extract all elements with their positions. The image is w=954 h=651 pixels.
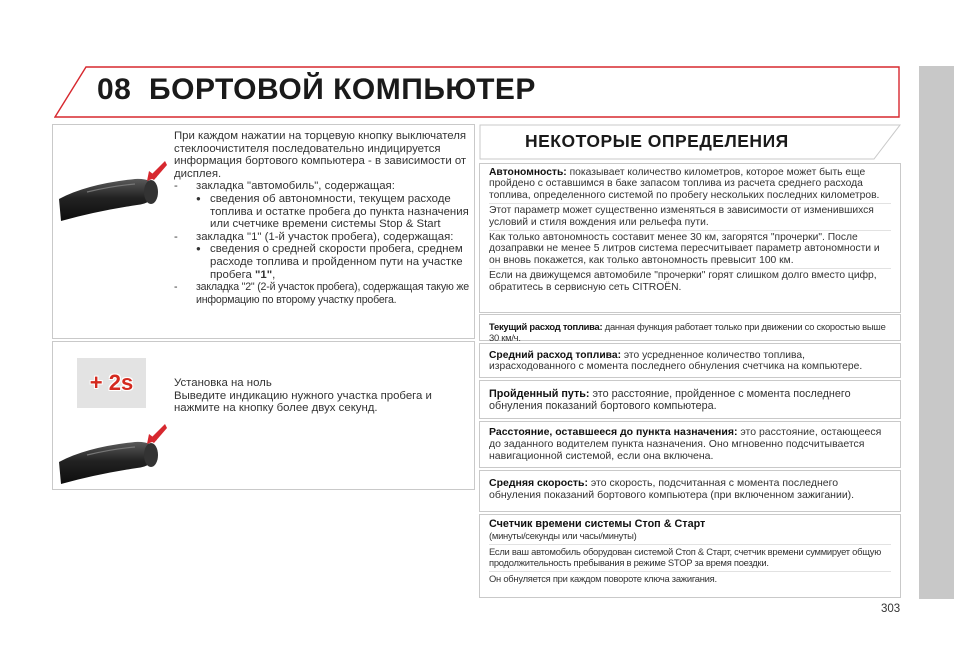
autonomy-paragraph [489,167,891,201]
badge-text: + 2s [89,370,134,395]
distance-term: Пройденный путь: [489,388,590,400]
definition-remaining-distance [479,421,901,468]
intro-paragraph: При каждом нажатии на торцевую кнопку выключателя стеклоочистителя последовательно индицируется информация бортового компьютера - в зависимости от дисплея. [174,130,467,180]
stop-start-title-text: Счетчик времени системы Стоп & Старт [489,518,706,530]
chapter-heading [97,73,536,107]
current-term: Текущий расход топлива: [489,321,603,332]
autonomy-note-2: Как только автономность составит менее 30 км, загорятся "прочерки". После дозаправки не менее 5 литров система пересчитывает параметр автономности и он вновь покажется, как только автономность превысит 100 км. [489,230,891,266]
chapter-number: 08 [97,73,132,106]
definition-autonomy [479,163,901,313]
definitions-heading [479,124,901,160]
average-def: это усредненное количество топлива, израсходованного с момента последнего обнуления счетчика на компьютере. [489,350,863,373]
definition-average-speed [479,470,901,512]
sub-item-trip1-end: , [272,268,276,281]
distance-paragraph [489,388,891,412]
speed-def: это скорость, подсчитанная с момента последнего обнуления показаний бортового компьютера (при включенном зажигании). [489,477,855,502]
chapter-header [54,66,900,118]
sub-item-trip1-text: сведения о средней скорости пробега, среднем расходе топлива и пройденном пути на участке пробега [210,243,463,281]
side-tab-strip [919,66,954,599]
definition-average-consumption [479,343,901,378]
average-paragraph [489,350,891,373]
stop-start-p2: Он обнуляется при каждом повороте ключа зажигания. [489,571,891,584]
definition-distance [479,380,901,419]
speed-paragraph [489,477,891,502]
autonomy-note-1: Этот параметр может существенно изменяться в зависимости от изменившихся условий и стиля вождения или рельефа пути. [489,203,891,228]
wiper-stalk-illustration [57,159,169,221]
reset-text [174,377,474,415]
list-item-trip2-tab: - закладка "2" (2-й участок пробега), содержащая такую же информацию по второму участку пробега. [174,281,474,306]
reset-instruction: Выведите индикацию нужного участка пробега и нажмите на кнопку более двух секунд. [174,389,432,415]
wiper-switch-info-box [52,124,475,339]
autonomy-note-3: Если на движущемся автомобиле "прочерки" горят слишком долго вместо цифр, обратитесь в сервисную сеть CITROËN. [489,268,891,293]
sub-item-autonomy-info: ● сведения об автономности, текущем расходе топлива и остатке пробега до пункта назначения или счетчике времени системы Stop & Start [174,193,474,231]
distance-def: это расстояние, пройденное с момента последнего обнуления показаний бортового компьютера. [489,388,851,412]
stop-start-units: (минуты/секунды или часы/минуты) [489,530,637,542]
definition-current-consumption [479,314,901,344]
current-paragraph [489,321,891,344]
sub-item-trip1-bold: "1" [254,268,273,281]
remaining-paragraph [489,426,891,463]
wiper-stalk-illustration [57,422,169,484]
list-item-vehicle-tab: - закладка "автомобиль", содержащая: [174,180,474,193]
page-number: 303 [881,603,901,615]
autonomy-term: Автономность: [489,167,567,178]
current-def: данная функция работает только при движении со скоростью выше 30 км/ч. [489,321,886,344]
speed-term: Средняя скорость: [489,477,589,489]
average-term: Средний расход топлива: [489,350,621,361]
list-item-trip1-tab: - закладка "1" (1-й участок пробега), содержащая: [174,231,474,244]
remaining-term: Расстояние, оставшееся до пункта назначения: [489,426,738,438]
autonomy-def: показывает количество километров, которое может быть еще пройдено с оставшимся в баке запасом топлива из расчета среднего расхода топлива, определенного системой по пробегу нескольких последних километров. [489,167,880,201]
stop-start-p1: Если ваш автомобиль оборудован системой Стоп & Старт, счетчик времени суммирует общую продолжительность пребывания в режиме STOP за время поездки. [489,544,891,569]
wiper-switch-text [174,130,474,306]
remaining-def: это расстояние, остающееся до заданного водителем пункта назначения. Оно мгновенно подсчитывается навигационной системой, если она включена. [489,426,882,463]
section-title: НЕКОТОРЫЕ ОПРЕДЕЛЕНИЯ [525,131,789,151]
plus-2s-badge [77,358,146,408]
reset-title: Установка на ноль [174,377,272,389]
reset-info-box [52,341,475,490]
sub-item-trip1-info [174,243,474,281]
stop-start-title [489,519,891,530]
definition-stop-start-timer [479,514,901,598]
chapter-title: БОРТОВОЙ КОМПЬЮТЕР [149,73,536,106]
